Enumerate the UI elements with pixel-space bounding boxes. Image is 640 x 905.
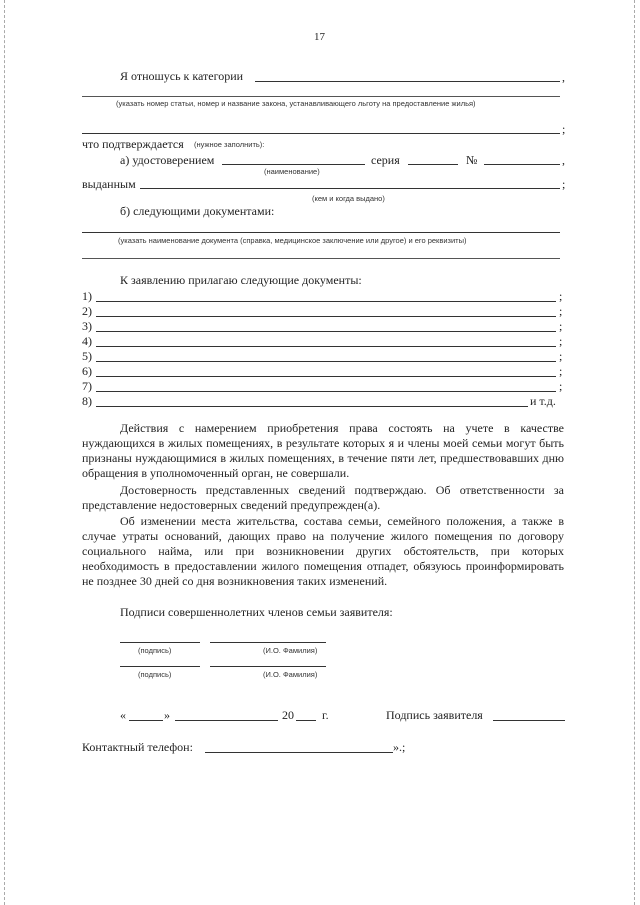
number-label: № xyxy=(466,153,478,167)
attachment-field-8[interactable] xyxy=(96,406,528,407)
confirm-label: что подтверждается xyxy=(82,137,184,151)
attachment-field-7[interactable] xyxy=(96,391,556,392)
category-end-2: ; xyxy=(562,122,566,136)
certificate-name-field[interactable] xyxy=(222,164,365,165)
attachment-end: ; xyxy=(559,304,563,318)
series-field[interactable] xyxy=(408,164,458,165)
category-line[interactable] xyxy=(255,81,560,82)
attachments-title: К заявлению прилагаю следующие документы: xyxy=(120,273,362,287)
certificate-label: а) удостоверением xyxy=(120,153,215,167)
issued-field[interactable] xyxy=(140,188,560,189)
confirm-hint: (нужное заполнить): xyxy=(194,140,265,149)
attachment-field-1[interactable] xyxy=(96,301,556,302)
category-label: Я отношусь к категории xyxy=(120,69,244,83)
series-label: серия xyxy=(371,153,400,167)
applicant-signature-field[interactable] xyxy=(493,720,565,721)
notification-paragraph: Об изменении места жительства, состава семьи, семейного положения, а также в случае утраты оснований, дающих право на получение жилого помещения по договору социального найма, или при возникновении других обстоятельств, при которых необходимость в предоставлении жилого помещения отпадет, обязуюсь проинформировать не позднее 30 дней со дня возникновения таких изменений. xyxy=(82,514,564,588)
intent-paragraph: Действия с намерением приобретения права состоять на учете в качестве нуждающихся в жилых помещениях, в результате которых я и члены моей семьи могут быть признаны нуждающимися в жилых помещениях, в течение пяти лет, предшествовавших дню обращения в уполномоченный орган, не совершали. xyxy=(82,421,564,480)
attachment-number: 1) xyxy=(82,289,92,303)
year-prefix: 20 xyxy=(282,708,294,722)
attachment-number: 2) xyxy=(82,304,92,318)
attachment-field-6[interactable] xyxy=(96,376,556,377)
contact-phone-field[interactable] xyxy=(205,752,393,753)
member-signature-field-1[interactable] xyxy=(120,642,200,643)
contact-label: Контактный телефон: xyxy=(82,740,193,754)
attachment-number: 8) xyxy=(82,394,92,408)
signatures-title: Подписи совершеннолетних членов семьи заявителя: xyxy=(120,605,393,619)
attachment-end: ; xyxy=(559,379,563,393)
contact-end: ».; xyxy=(393,740,406,754)
page-number: 17 xyxy=(314,31,325,43)
documents-label: б) следующими документами: xyxy=(120,204,275,218)
attachment-end: ; xyxy=(559,334,563,348)
attachment-number: 4) xyxy=(82,334,92,348)
attachment-number: 6) xyxy=(82,364,92,378)
attachment-field-3[interactable] xyxy=(96,331,556,332)
category-end: , xyxy=(562,70,565,84)
documents-line[interactable] xyxy=(82,232,560,233)
attachment-field-5[interactable] xyxy=(96,361,556,362)
page-edge-right xyxy=(634,0,635,905)
attachment-number: 3) xyxy=(82,319,92,333)
attachment-field-2[interactable] xyxy=(96,316,556,317)
accuracy-paragraph: Достоверность представленных сведений подтверждаю. Об ответственности за представление недостоверных сведений предупрежден(а). xyxy=(82,483,564,512)
category-line-2[interactable] xyxy=(82,96,560,97)
member-name-field-2[interactable] xyxy=(210,666,326,667)
issued-label: выданным xyxy=(82,177,136,191)
year-field[interactable] xyxy=(296,720,316,721)
number-field[interactable] xyxy=(484,164,560,165)
page-edge-left xyxy=(4,0,5,905)
month-field[interactable] xyxy=(175,720,278,721)
name-hint: (И.О. Фамилия) xyxy=(263,646,318,655)
certificate-end: , xyxy=(562,153,565,167)
year-suffix: г. xyxy=(322,708,329,722)
documents-line-2[interactable] xyxy=(82,258,560,259)
attachment-number: 7) xyxy=(82,379,92,393)
issued-hint: (кем и когда выдано) xyxy=(312,194,385,203)
day-field[interactable] xyxy=(129,720,163,721)
attachment-end: ; xyxy=(559,319,563,333)
category-line-3[interactable] xyxy=(82,133,560,134)
signature-hint: (подпись) xyxy=(138,646,172,655)
date-close-quote: » xyxy=(164,708,170,722)
category-hint: (указать номер статьи, номер и название закона, устанавливающего льготу на предоставление жилья) xyxy=(116,99,476,108)
name-hint: (И.О. Фамилия) xyxy=(263,670,318,679)
issued-end: ; xyxy=(562,177,566,191)
member-signature-field-2[interactable] xyxy=(120,666,200,667)
signature-hint: (подпись) xyxy=(138,670,172,679)
certificate-name-hint: (наименование) xyxy=(264,167,320,176)
attachment-end: и т.д. xyxy=(530,394,556,408)
attachment-field-4[interactable] xyxy=(96,346,556,347)
attachment-end: ; xyxy=(559,289,563,303)
documents-hint: (указать наименование документа (справка, медицинское заключение или другое) и его реквизиты) xyxy=(118,236,467,245)
applicant-signature-label: Подпись заявителя xyxy=(386,708,483,722)
attachment-end: ; xyxy=(559,364,563,378)
date-open-quote: « xyxy=(120,708,126,722)
attachment-number: 5) xyxy=(82,349,92,363)
attachment-end: ; xyxy=(559,349,563,363)
member-name-field-1[interactable] xyxy=(210,642,326,643)
